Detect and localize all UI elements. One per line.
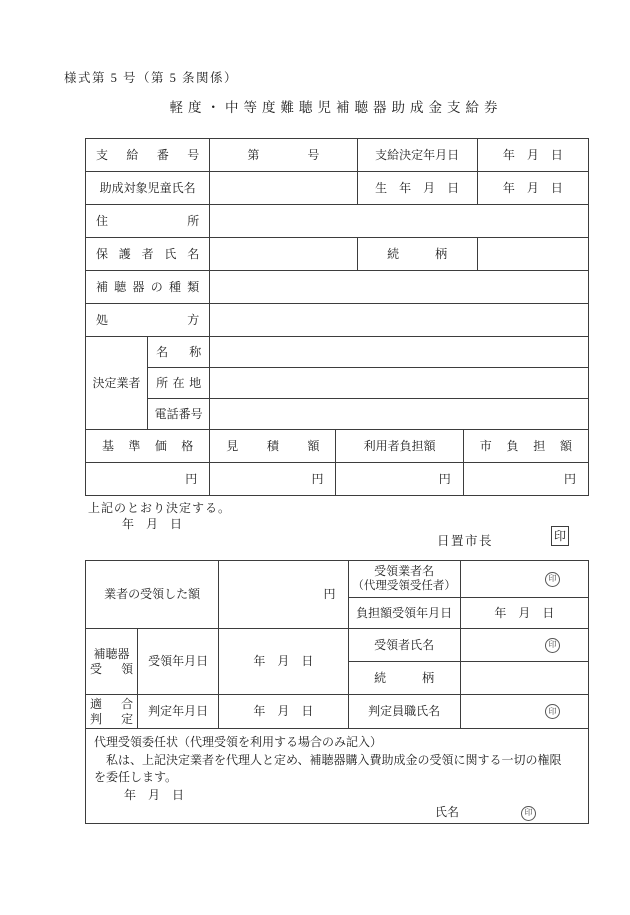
vendor-address-label: 所在地: [148, 368, 210, 399]
relation-field: [477, 238, 588, 271]
child-name-label: 助成対象児童氏名: [86, 172, 210, 205]
guardian-name-field: [210, 238, 357, 271]
mayor-seal-box: 印: [551, 526, 569, 546]
base-price-yen: 円: [86, 463, 210, 496]
address-field: [210, 205, 589, 238]
recipient-vendor-seal-icon: 印: [545, 572, 560, 587]
recipient-vendor-label-line1: 受領業者名: [374, 564, 435, 578]
vendor-address-field: [210, 368, 589, 399]
receipt-date-value: 年 月 日: [219, 629, 348, 695]
grant-number-value: 第 号: [210, 139, 357, 172]
vendor-received-yen: 円: [219, 561, 348, 629]
decision-date: 年 月 日: [122, 517, 183, 531]
judge-name-seal-cell: [460, 695, 588, 729]
receipt-table: [85, 560, 589, 824]
estimate-yen: 円: [210, 463, 336, 496]
user-share-label: 利用者負担額: [336, 430, 463, 463]
share-received-date-label: 負担額受領年月日: [348, 598, 460, 629]
vendor-name-field: [210, 337, 589, 368]
judge-name-label: 判定員職氏名: [348, 695, 460, 729]
estimate-label: 見積額: [210, 430, 336, 463]
delegation-title: 代理受領委任状（代理受領を利用する場合のみ記入）: [94, 735, 383, 749]
judge-date-label: 判定年月日: [138, 695, 219, 729]
mayor-name: 日置市長: [437, 534, 494, 548]
fit-section-line1: 適 合: [90, 696, 134, 711]
decision-note: 上記のとおり決定する。: [88, 501, 232, 515]
judge-name-seal-icon: 印: [545, 704, 560, 719]
grant-table: [85, 138, 589, 496]
delegation-name-label: 氏名: [434, 805, 459, 819]
receipt-date-label: 受領年月日: [138, 629, 219, 695]
hearing-aid-type-label: 補聴器の種類: [86, 271, 210, 304]
vendor-name-label: 名称: [148, 337, 210, 368]
birth-date-label: 生 年 月 日: [357, 172, 477, 205]
vendor-phone-label: 電話番号: [148, 399, 210, 430]
vendor-received-label: 業者の受領した額: [86, 561, 219, 629]
receipt-section-line1: 補聴器: [93, 646, 130, 661]
relation2-label: 続 柄: [348, 662, 460, 695]
form-number: 様式第 5 号（第 5 条関係）: [64, 71, 239, 85]
receipt-section-line2: 受 領: [90, 661, 134, 676]
relation-label: 続 柄: [357, 238, 477, 271]
city-share-label: 市負担額: [463, 430, 588, 463]
share-received-date-value: 年 月 日: [460, 598, 588, 629]
delegation-seal-icon: 印: [521, 806, 536, 821]
decision-date-label: 支給決定年月日: [357, 139, 477, 172]
decision-date-value: 年 月 日: [477, 139, 588, 172]
delegation-body: 私は、上記決定業者を代理人と定め、補聴器購入費助成金の受領に関する一切の権限を委任します。: [94, 752, 562, 784]
delegation-cell: [86, 729, 589, 824]
base-price-label: 基準価格: [86, 430, 210, 463]
guardian-name-label: 保護者氏名: [86, 238, 210, 271]
vendor-phone-field: [210, 399, 589, 430]
city-share-yen: 円: [463, 463, 588, 496]
recipient-vendor-label-line2: （代理受領受任者）: [352, 580, 456, 592]
address-label: 住所: [86, 205, 210, 238]
form-title: 軽度・中等度難聴児補聴器助成金支給券: [169, 100, 503, 115]
child-name-field: [210, 172, 357, 205]
judge-date-value: 年 月 日: [219, 695, 348, 729]
prescription-label: 処方: [86, 304, 210, 337]
recipient-vendor-seal-cell: [460, 561, 588, 598]
prescription-field: [210, 304, 589, 337]
hearing-aid-receipt-label: [86, 629, 138, 695]
delegation-name-line: [94, 804, 580, 822]
recipient-vendor-label: [348, 561, 460, 598]
relation2-field: [460, 662, 588, 695]
hearing-aid-type-field: [210, 271, 589, 304]
fit-judgement-label: [86, 695, 138, 729]
recipient-name-label: 受領者氏名: [348, 629, 460, 662]
grant-number-label: 支給番号: [86, 139, 210, 172]
fit-section-line2: 判 定: [90, 711, 134, 726]
delegation-date: 年 月 日: [124, 787, 185, 802]
recipient-name-seal-icon: 印: [545, 638, 560, 653]
birth-date-value: 年 月 日: [477, 172, 588, 205]
user-share-yen: 円: [336, 463, 463, 496]
recipient-name-seal-cell: [460, 629, 588, 662]
vendor-label: 決定業者: [86, 337, 148, 430]
